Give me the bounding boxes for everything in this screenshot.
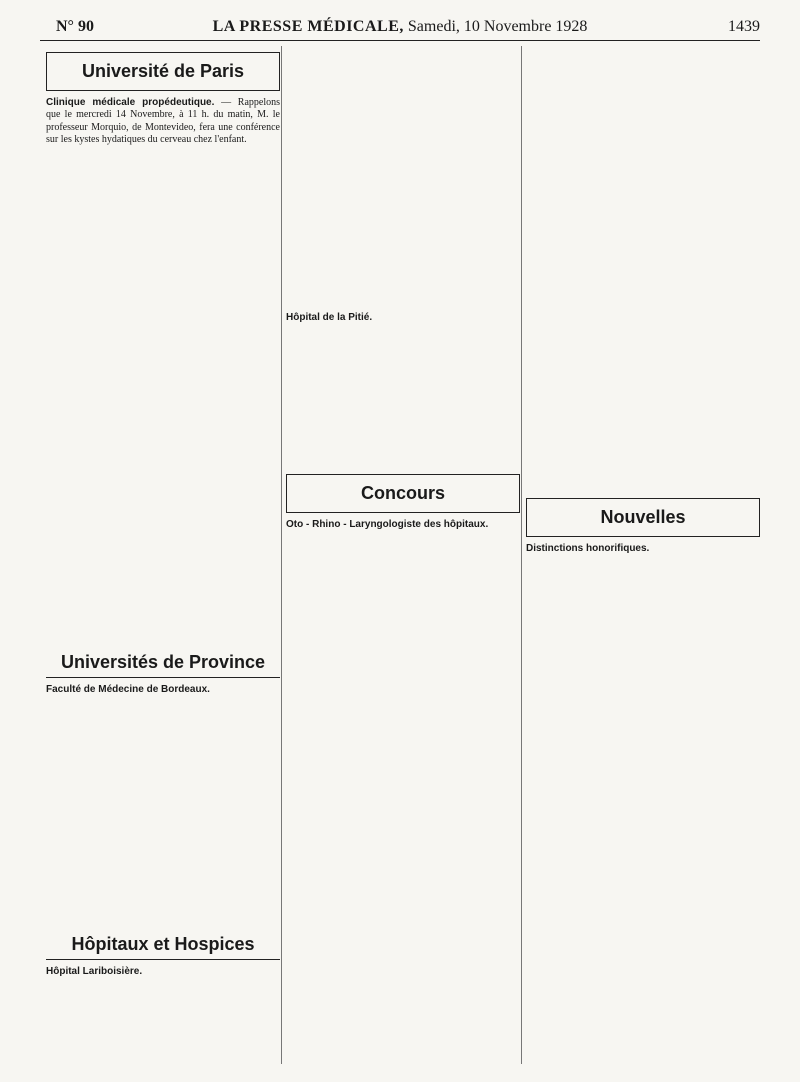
news-item: Faculté de Médecine de Bordeaux. [46, 684, 210, 696]
journal-name: LA PRESSE MÉDICALE, [212, 18, 404, 35]
column-1 [46, 46, 280, 1064]
column-rule [521, 46, 522, 1064]
page-number: 1439 [728, 18, 760, 35]
issue-date: Samedi, 10 Novembre 1928 [403, 18, 588, 35]
news-item: Hôpital Lariboisière. [46, 966, 143, 978]
news-item: Oto - Rhino - Laryngologiste des hôpitaux. [286, 519, 489, 531]
column-rule [281, 46, 282, 1064]
section-heading-universite-de-paris: Université de Paris [46, 52, 280, 91]
column-3 [526, 46, 760, 1064]
column-2 [286, 46, 520, 1064]
section-heading-universites-de-province: Universités de Province [46, 646, 280, 678]
section-heading-hopitaux-et-hospices: Hôpitaux et Hospices [46, 928, 280, 960]
section-heading-nouvelles: Nouvelles [526, 498, 760, 537]
section-heading-concours: Concours [286, 474, 520, 513]
page-header [40, 14, 760, 41]
running-title [40, 18, 760, 36]
news-item: Clinique médicale propédeutique. — Rappelons que le mercredi 14 Novembre, à 11 h. du matin, M. le professeur Morquio, de Montevideo, fera une conférence sur les kystes hydatiques du cerveau chez l'enfant. [46, 97, 280, 145]
news-item: Hôpital de la Pitié. [286, 312, 373, 323]
news-item: Distinctions honorifiques. [526, 543, 650, 554]
issue-number: N° 90 [56, 18, 94, 35]
